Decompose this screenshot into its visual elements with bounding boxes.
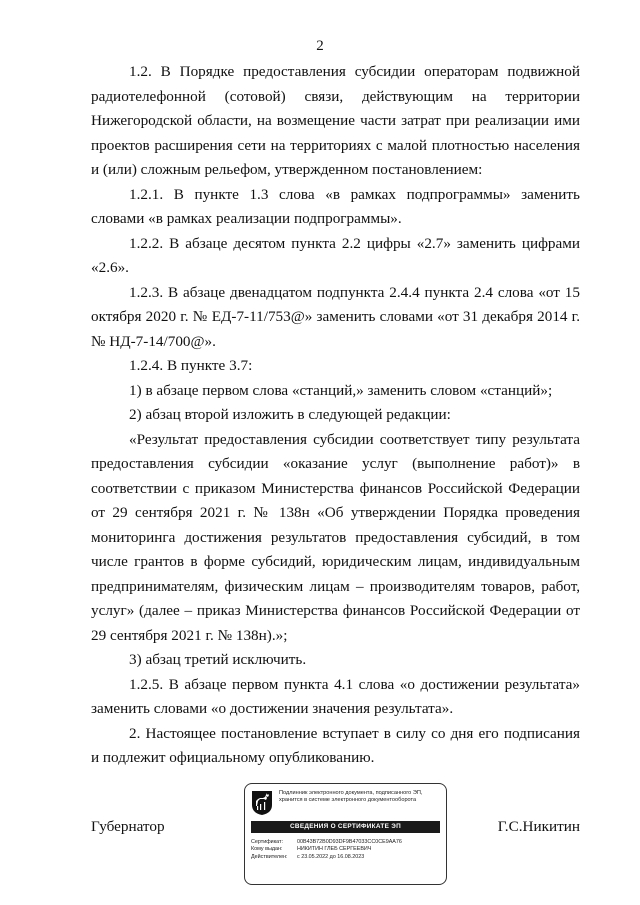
stamp-certificate-row	[251, 839, 441, 846]
document-body	[91, 60, 580, 771]
paragraph-item-3: 3) абзац третий исключить.	[129, 651, 307, 668]
paragraph-1-2-4: 1.2.4. В пункте 3.7:	[129, 357, 253, 374]
signature-title: Губернатор	[91, 818, 165, 835]
stamp-validity-value: с 23.05.2022 до 16.08.2023	[297, 853, 365, 860]
stamp-owner-row	[251, 846, 441, 853]
stamp-certificate-value: 00B43B72B0D93DF9B47033CC0CE9AA76	[297, 839, 402, 845]
paragraph-item-1: 1) в абзаце первом слова «станций,» заменить словом «станций»;	[129, 381, 553, 399]
paragraph-item-2: 2) абзац второй изложить в следующей редакции:	[129, 406, 451, 423]
stamp-certificate-label: Сертификат:	[251, 839, 284, 845]
stamp-banner: СВЕДЕНИЯ О СЕРТИФИКАТЕ ЭП	[251, 821, 440, 833]
stamp-owner-value: НИКИТИН ГЛЕБ СЕРГЕЕВИЧ	[297, 846, 372, 853]
stamp-owner-label: Кому выдан:	[251, 846, 283, 853]
electronic-signature-stamp	[244, 783, 447, 885]
paragraph-1-2-5: 1.2.5. В абзаце первом пункта 4.1 слова «о достижении результата» заменить словами «о достижении значения результата».	[91, 675, 580, 717]
stamp-certificate-details	[251, 839, 441, 861]
stamp-validity-row	[251, 854, 441, 861]
paragraph-1-2: 1.2. В Порядке предоставления субсидии операторам подвижной радиотелефонной (сотовой) связи, действующим на территории Нижегородской области, на возмещение части затрат при реализации ими проектов расширения сети на территориях с малой плотностью населения и (или) сложным рельефом, утвержденном постановлением:	[91, 63, 580, 178]
stamp-note: Подлинник электронного документа, подписанного ЭП, хранится в системе электронного документооборота	[279, 790, 423, 803]
page-number: 2	[316, 38, 324, 54]
signature-name: Г.С.Никитин	[497, 818, 580, 835]
paragraph-2: 2. Настоящее постановление вступает в силу со дня его подписания и подлежит официальному опубликованию.	[91, 724, 580, 766]
paragraph-1-2-2: 1.2.2. В абзаце десятом пункта 2.2 цифры «2.7» заменить цифрами «2.6».	[91, 234, 580, 276]
paragraph-1-2-1: 1.2.1. В пункте 1.3 слова «в рамках подпрограммы» заменить словами «в рамках реализации подпрограммы».	[91, 185, 580, 227]
nizhny-novgorod-deer-emblem-icon	[251, 790, 273, 816]
paragraph-quote: «Результат предоставления субсидии соответствует типу результата предоставления субсидии «оказание услуг (выполнение работ)» в соответствии с приказом Министерства финансов Российской Федерации от 29 сентября 2021 г. № 138н «Об утверждении Порядка проведения мониторинга достижения результатов предоставления субсидий, в том числе грантов в форме субсидий, юридическим лицам, индивидуальным предпринимателям, физическим лицам – производителям товаров, работ, услуг» (далее – приказ Министерства финансов Российской Федерации от 29 сентября 2021 г. № 138н).»;	[91, 430, 580, 644]
paragraph-1-2-3: 1.2.3. В абзаце двенадцатом подпункта 2.4.4 пункта 2.4 слова «от 15 октября 2020 г. № ЕД-7-11/753@» заменить словами «от 31 декабря 2014 г. № НД-7-14/700@».	[91, 283, 580, 350]
stamp-validity-label: Действителен:	[251, 853, 288, 860]
